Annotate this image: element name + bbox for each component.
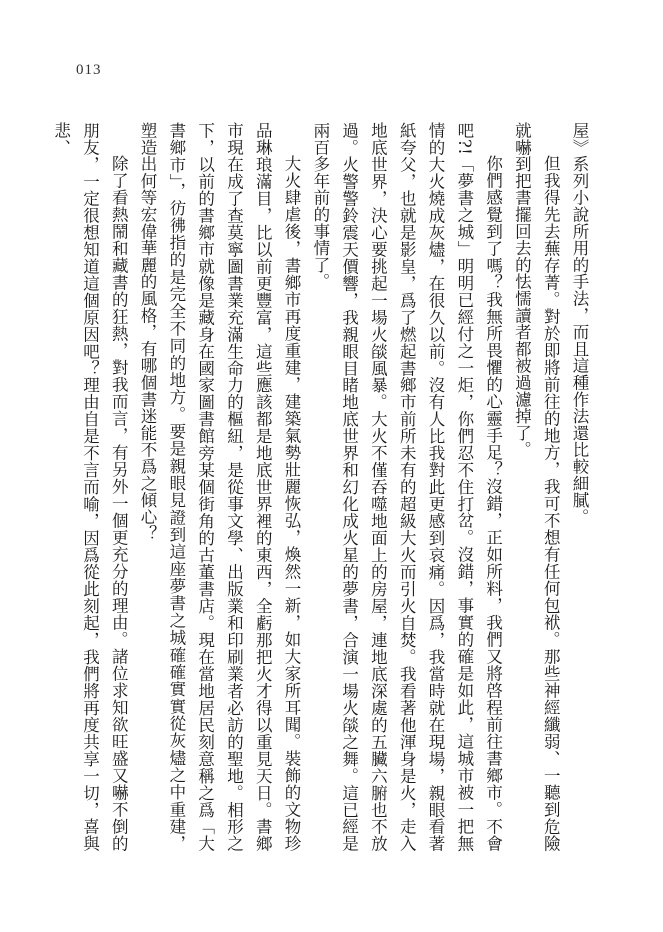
paragraph: 除了看熱鬧和藏書的狂熱，對我而言，有另外一個更充分的理由。諸位求知欲旺盛又嚇不倒的朋友，一定很想知道這個原因吧？理由自是不言而喻，因爲從此刻起，我們將再度共享一切，喜與悲、 (51, 122, 129, 852)
paragraph: 但我得先去蕪存菁。對於即將前往的地方，我可不想有任何包袱。那些神經纖弱、一聽到危險就嚇到把書擺回去的怯懦讀者都被過濾掉了。 (512, 122, 561, 852)
page-number: 013 (76, 62, 102, 78)
paragraph: 大火肆虐後，書鄉市再度重建，建築氣勢壯麗恢弘，煥然一新，如大家所耳聞。裝飾的文物珍品琳琅滿目，比以前更豐富，這些應該都是地底世界裡的東西，全虧那把火才得以重見天日。書鄉市現在成了查莫寧圖書業充滿生命力的樞紐，是從事文學、出版業和印刷業者必訪的聖地。相形之下，以前的書鄉市就像是藏身在國家圖書館旁某個街角的古董書店。現在當地居民刻意稱之爲「大書鄉市」，彷彿指的是完全不同的地方。要是親眼見證到這座夢書之城確確實實從灰燼之中重建，塑造出何等宏偉華麗的風格，有哪個書迷能不爲之傾心？ (138, 122, 302, 852)
paragraph: 你們感覺到了嗎？我無所畏懼的心靈手足？沒錯，正如所料，我們又將啓程前往書鄉市。不會吧?!「夢書之城」明明已經付之一炬，你們忍不住打岔。沒錯，事實的確是如此，這城市被一把無情的大火燒成灰燼，在很久以前。沒有人比我對此更感到哀痛。因爲，我當時就在現場，親眼看著紙夸父，也就是影皇，爲了燃起書鄉市前所未有的超級大火而引火自焚。我看著他渾身是火，走入地底世界，決心要挑起一場火燄風暴。大火不僅吞噬地面上的房屋，連地底深處的五臟六腑也不放過。火警警鈴震天價響，我親眼目睹地底世界和幻化成火星的夢書，合演一場火燄之舞。這已經是兩百多年前的事情了。 (310, 122, 503, 852)
body-text (51, 122, 593, 852)
paragraph: 屋》系列小說所用的手法，而且這種作法還比較細膩。 (570, 122, 589, 526)
